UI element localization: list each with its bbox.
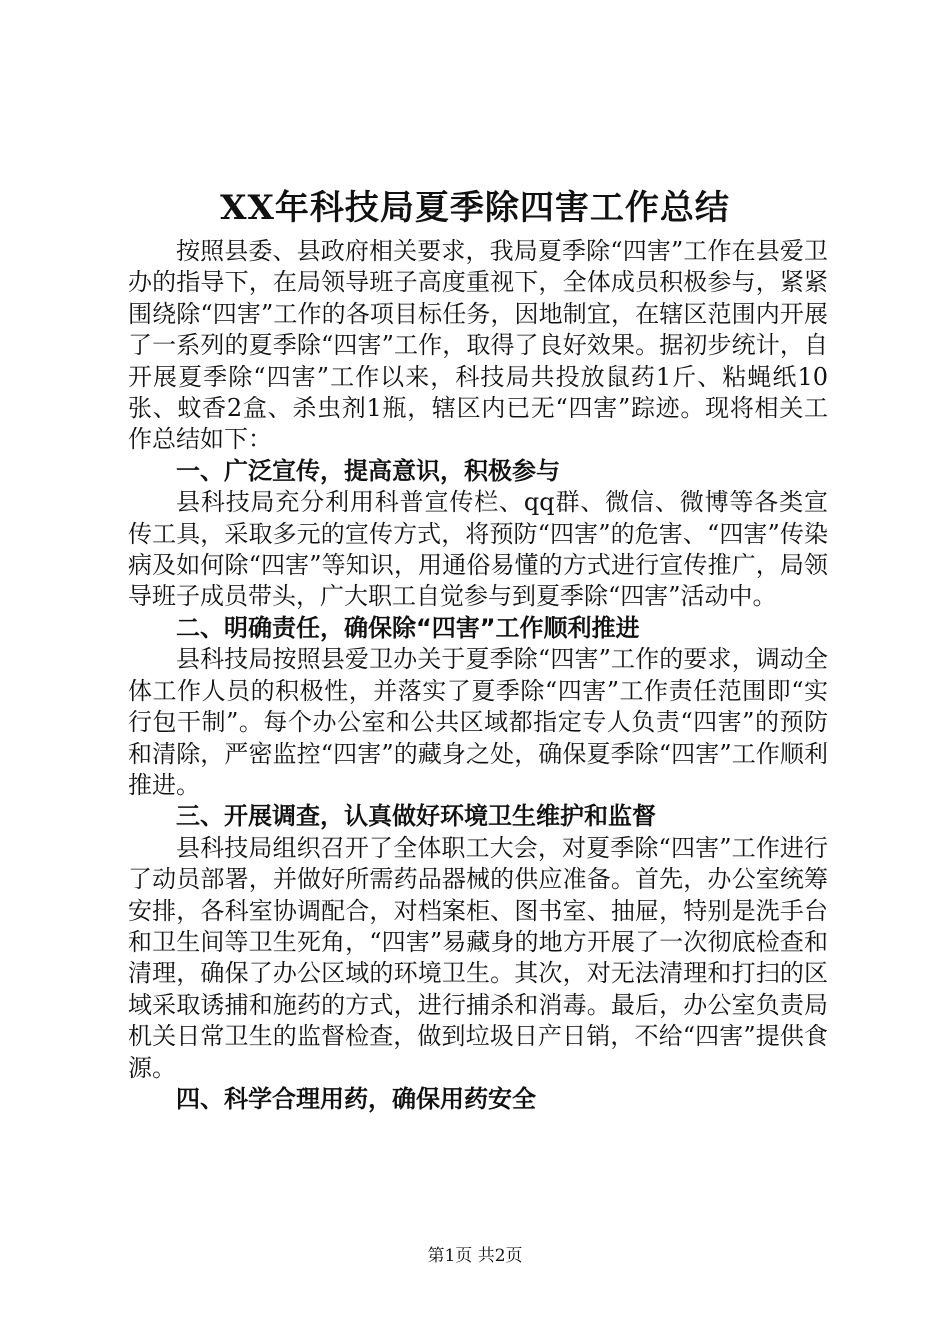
section-heading-4: 四、科学合理用药，确保用药安全 [176,1084,536,1113]
section-paragraph-3: 县科技局组织召开了全体职工大会，对夏季除“四害”工作进行了动员部署，并做好所需药品器械的供应准备。首先，办公室统筹安排，各科室协调配合，对档案柜、图书室、抽屉，特别是洗手台和卫生间等卫生死角，“四害”易藏身的地方开展了一次彻底检查和清理，确保了办公区域的环境卫生。其次，对无法清理和打扫的区域采取诱捕和施药的方式，进行捕杀和消毒。最后，办公室负责局机关日常卫生的监督检查，做到垃圾日产日销，不给“四害”提供食源。 [128,833,828,1082]
intro-paragraph: 按照县委、县政府相关要求，我局夏季除“四害”工作在县爱卫办的指导下，在局领导班子高度重视下，全体成员积极参与，紧紧围绕除“四害”工作的各项目标任务，因地制宜，在辖区范围内开展了一系列的夏季除“四害”工作，取得了良好效果。据初步统计，自开展夏季除“四害”工作以来，科技局共投放鼠药1斤、粘蝇纸10张、蚊香2盒、杀虫剂1瓶，辖区内已无“四害”踪迹。现将相关工作总结如下： [128,237,828,454]
document-title: XX年科技局夏季除四害工作总结 [220,188,730,228]
document-body [128,236,828,1115]
section-paragraph-2: 县科技局按照县爱卫办关于夏季除“四害”工作的要求，调动全体工作人员的积极性，并落实了夏季除“四害”工作责任范围即“实行包干制”。每个办公室和公共区域都指定专人负责“四害”的预防和清除，严密监控“四害”的藏身之处，确保夏季除“四害”工作顺利推进。 [128,645,828,799]
section-heading-2: 二、明确责任，确保除“四害”工作顺利推进 [176,613,640,642]
section-heading-1: 一、广泛宣传，提高意识，积极参与 [176,456,560,485]
section-paragraph-1: 县科技局充分利用科普宣传栏、qq群、微信、微博等各类宣传工具，采取多元的宣传方式，将预防“四害”的危害、“四害”传染病及如何除“四害”等知识，用通俗易懂的方式进行宣传推广，局领导班子成员带头，广大职工自觉参与到夏季除“四害”活动中。 [128,488,828,611]
section-heading-3: 三、开展调查，认真做好环境卫生维护和监督 [176,802,656,831]
page-footer: 第1页 共2页 [427,1246,523,1266]
